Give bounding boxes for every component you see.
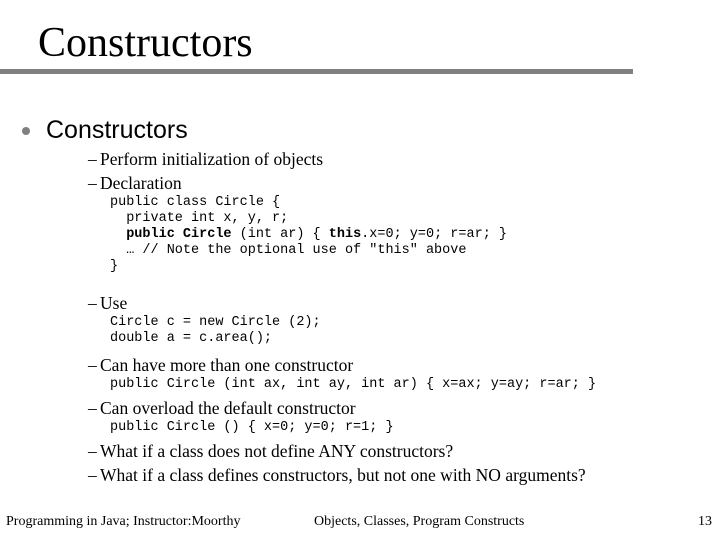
- sub-item-overload-text: Can overload the default constructor: [100, 398, 356, 418]
- code-fragment: (int ar) {: [239, 227, 329, 242]
- sub-item-use-text: Use: [100, 293, 128, 313]
- sub-item-perform-text: Perform initialization of objects: [100, 149, 324, 169]
- title-underline: [0, 69, 633, 74]
- code-line: }: [110, 259, 119, 274]
- dash-marker: –: [88, 398, 97, 418]
- slide-title: Constructors: [38, 20, 253, 66]
- code-keyword: this: [328, 227, 362, 242]
- sub-item-more-than-one-text: Can have more than one constructor: [100, 355, 354, 375]
- code-line: private int x, y, r;: [110, 211, 289, 226]
- code-line: [110, 227, 507, 243]
- code-line: Circle c = new Circle (2);: [110, 315, 321, 330]
- sub-item-more-than-one: [88, 354, 353, 376]
- code-line: public class Circle {: [110, 195, 281, 210]
- sub-item-perform: [88, 148, 323, 170]
- sub-item-declaration-text: Declaration: [100, 173, 182, 193]
- code-overload: [110, 420, 394, 436]
- footer-page-number: 13: [698, 514, 712, 529]
- code-declaration: [110, 195, 507, 275]
- code-line: … // Note the optional use of "this" above: [110, 243, 467, 258]
- dash-marker: –: [88, 355, 97, 375]
- sub-item-use: [88, 292, 127, 314]
- dash-marker: –: [88, 173, 97, 193]
- dash-marker: –: [88, 441, 97, 461]
- code-fragment: .x=0; y=0; r=ar; }: [361, 227, 507, 242]
- code-line: public Circle (int ax, int ay, int ar) { x=ax; y=ay; r=ar; }: [110, 377, 597, 392]
- code-keyword: Circle: [182, 227, 232, 242]
- footer-course: Programming in Java; Instructor:Moorthy: [6, 514, 241, 529]
- sub-item-declaration: [88, 172, 182, 194]
- sub-item-no-args-text: What if a class defines constructors, but not one with NO arguments?: [100, 465, 586, 485]
- code-keyword: public: [126, 227, 175, 242]
- code-line: public Circle () { x=0; y=0; r=1; }: [110, 420, 394, 435]
- dash-marker: –: [88, 465, 97, 485]
- code-use: [110, 315, 321, 347]
- bullet-dot-icon: [22, 127, 30, 135]
- code-multi: [110, 377, 596, 393]
- dash-marker: –: [88, 149, 97, 169]
- sub-item-overload: [88, 397, 356, 419]
- dash-marker: –: [88, 293, 97, 313]
- footer-topic: Objects, Classes, Program Constructs: [314, 514, 525, 529]
- sub-item-no-constructors-text: What if a class does not define ANY constructors?: [100, 441, 454, 461]
- sub-item-no-args: [88, 464, 586, 486]
- code-line: double a = c.area();: [110, 331, 273, 346]
- main-bullet-heading: Constructors: [46, 116, 188, 144]
- sub-item-no-constructors: [88, 440, 453, 462]
